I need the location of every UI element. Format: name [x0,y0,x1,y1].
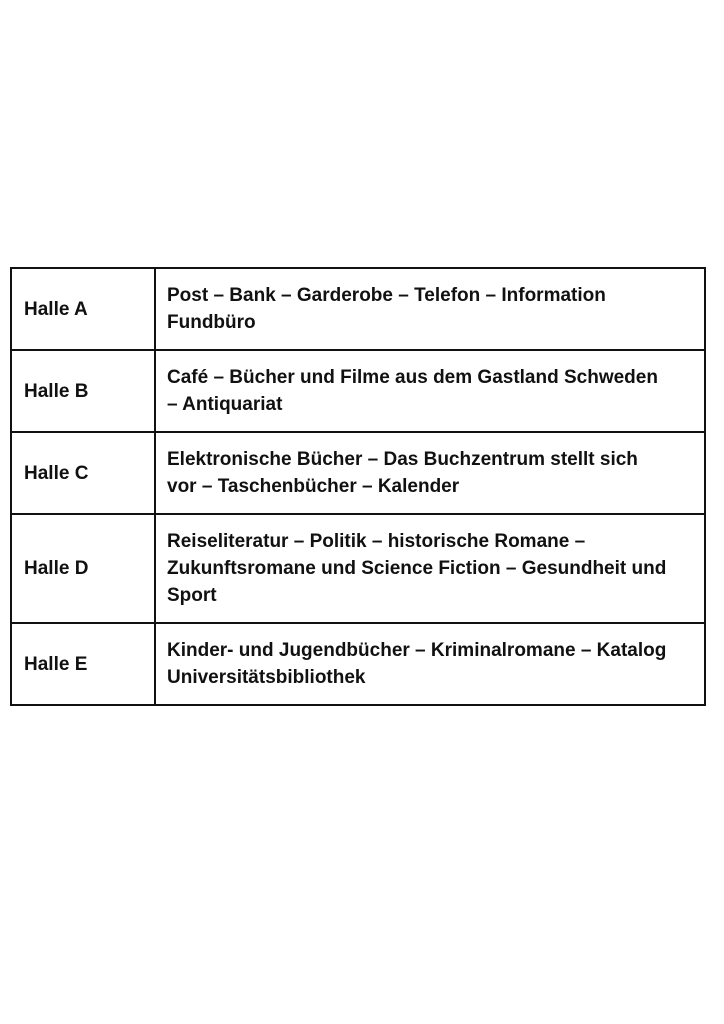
content-line: Sport [167,585,217,606]
table-row [11,514,705,623]
content-line: Zukunftsromane und Science Fiction – Gesundheit und [167,558,667,579]
content-line: – Antiquariat [167,394,283,415]
hall-content-cell [155,623,705,705]
hall-name-cell: Halle E [11,623,155,705]
content-line: Fundbüro [167,312,256,333]
table-row [11,268,705,350]
hall-name-cell: Halle D [11,514,155,623]
table-row [11,432,705,514]
hall-content-cell [155,432,705,514]
content-line: Café – Bücher und Filme aus dem Gastland Schweden [167,367,658,388]
content-line: Post – Bank – Garderobe – Telefon – Information [167,285,606,306]
table-row [11,623,705,705]
hall-content-cell [155,514,705,623]
content-line: Elektronische Bücher – Das Buchzentrum stellt sich [167,449,638,470]
hall-content-cell [155,350,705,432]
hall-name-cell: Halle C [11,432,155,514]
hall-name-cell: Halle B [11,350,155,432]
hall-name-cell: Halle A [11,268,155,350]
content-line: Reiseliteratur – Politik – historische Romane – [167,531,586,552]
content-line: vor – Taschenbücher – Kalender [167,476,460,497]
table-row [11,350,705,432]
content-line: Kinder- und Jugendbücher – Kriminalromane – Katalog [167,640,667,661]
hall-directory-table [10,267,706,706]
content-line: Universitätsbibliothek [167,667,366,688]
hall-content-cell [155,268,705,350]
